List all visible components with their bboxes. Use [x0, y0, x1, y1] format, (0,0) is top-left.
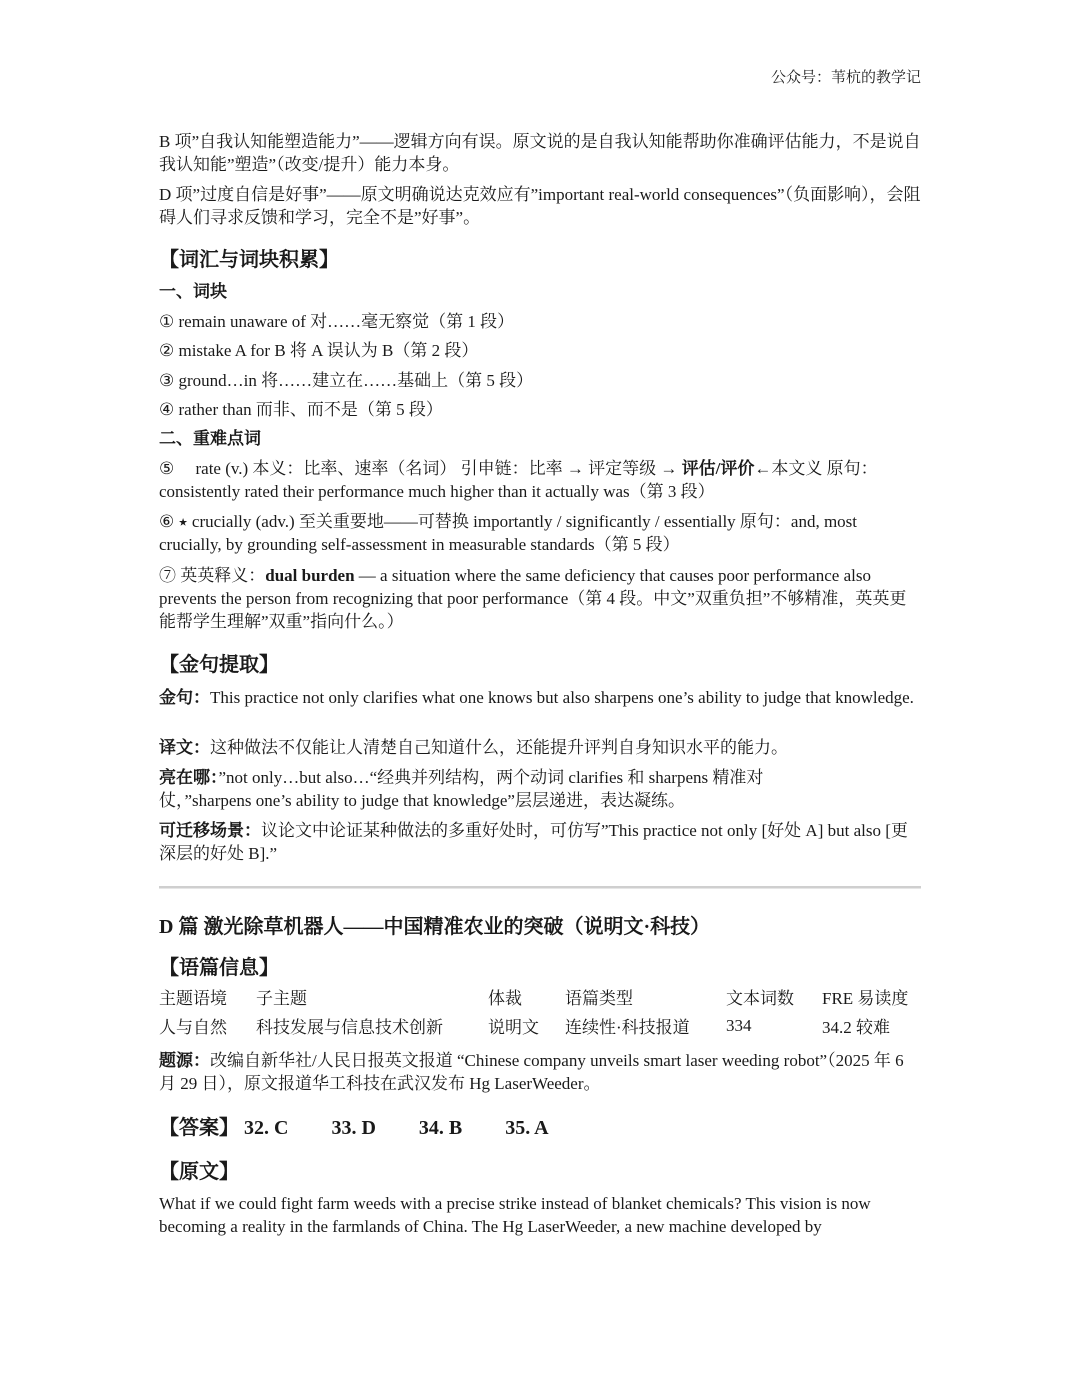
info-value-cell: 连续性·科技报道 [565, 1018, 690, 1037]
info-header-cell: 子主题 [256, 989, 307, 1008]
dual-burden-term: dual burden [265, 566, 355, 585]
section-divider [159, 886, 921, 889]
info-heading: 【语篇信息】 [159, 957, 279, 979]
option-b-text: B 项”自我认知能塑造能力”——逻辑方向有误。原文说的是自我认知能帮助你准确评估能力，不是说自我认知能”塑造”（改变/提升）能力本身。 [159, 132, 921, 174]
golden-transfer [159, 819, 921, 865]
source-note [159, 1049, 921, 1095]
info-table-grid [159, 982, 908, 1040]
crucially-text: ⑥ ⭑ crucially (adv.) 至关重要地——可替换 importantly / significantly / essentially 原句：and, most crucially, by grounding self-assessment in measurable standards（第 5 段） [159, 512, 858, 554]
highlight-text: ”not only…but also…“经典并列结构，两个动词 clarifies 和 sharpens 精准对仗，”sharpens one’s ability to judge that knowledge”层层递进，表达凝练。 [159, 768, 764, 810]
info-header-cell: 文本词数 [726, 989, 794, 1008]
section-d-title: D 篇 激光除草机器人——中国精准农业的突破（说明文·科技） [159, 916, 711, 938]
chunk-text: ② mistake A for B 将 A 误认为 B（第 2 段） [159, 341, 479, 360]
vocab-heading: 【词汇与词块积累】 [159, 249, 339, 271]
original-text-block [159, 1192, 921, 1238]
golden-sentence [159, 686, 921, 709]
golden-sentence-label: 金句： [159, 688, 210, 707]
translation-label: 译文： [159, 738, 210, 757]
source-text: 改编自新华社/人民日报英文报道 “Chinese company unveils smart laser weeding robot”（2025 年 6 月 29 日），原文报道华工科技在武汉发布 Hg LaserWeeder。 [159, 1051, 904, 1093]
rate-text-a: ⑤ rate (v.) 本义：比率、速率（名词） 引申链：比率 → 评定等级 → [159, 459, 682, 478]
dual-burden-text [159, 564, 921, 633]
info-value-cell: 科技发展与信息技术创新 [256, 1018, 443, 1037]
golden-heading: 【金句提取】 [159, 654, 279, 676]
golden-highlight [159, 766, 839, 812]
info-value-cell: 334 [726, 1015, 752, 1035]
chunk-item [159, 310, 921, 333]
word-item-crucially [159, 510, 921, 556]
source-label: 题源： [159, 1051, 210, 1070]
original-heading: 【原文】 [159, 1161, 239, 1183]
word-item-rate [159, 457, 921, 503]
answer-item: 34. B [418, 1117, 463, 1139]
dual-burden-def: — a situation where the same deficiency that causes poor performance also prevents the person from recognizing that poor performance（第 4 段。中文”双重负担”不够精准，英英更能帮学生理解”双重”指向什么。） [159, 566, 907, 631]
info-header-cell: 体裁 [488, 989, 522, 1008]
golden-translation [159, 736, 921, 759]
dual-burden-label: ⑦ 英英释义： [159, 566, 266, 585]
info-value-cell: 34.2 较难 [822, 1018, 890, 1037]
rate-bold-meaning: 评估/评价 [681, 459, 755, 478]
info-value-cell: 人与自然 [159, 1018, 227, 1037]
chunk-text: ③ ground…in 将……建立在……基础上（第 5 段） [159, 371, 534, 390]
info-table [159, 982, 921, 1040]
highlight-label: 亮在哪： [159, 768, 219, 787]
chunks-subheading: 一、词块 [159, 282, 227, 301]
option-d-text: D 项”过度自信是好事”——原文明确说达克效应有”important real-world consequences”（负面影响），会阻碍人们寻求反馈和学习，完全不是”好事”。 [159, 185, 921, 227]
chunk-text: ④ rather than 而非、而不是（第 5 段） [159, 400, 443, 419]
answer-line [159, 1115, 921, 1141]
option-d-analysis [159, 183, 921, 229]
answer-item: 33. D [331, 1117, 376, 1139]
word-item-rate-text [159, 457, 921, 503]
info-header-row [159, 982, 908, 1011]
answer-heading: 【答案】 [159, 1117, 239, 1139]
rate-text-b: ←本文义 原句：consistently rated their performance much higher than it actually was（第 3 段） [159, 459, 878, 501]
chunk-item [159, 369, 921, 392]
translation-text: 这种做法不仅能让人清楚自己知道什么，还能提升评判自身知识水平的能力。 [210, 738, 788, 757]
original-text: What if we could fight farm weeds with a precise strike instead of blanket chemicals? This vision is now becoming a reality in the farmlands of China. The Hg LaserWeeder, a new machine developed by [159, 1194, 871, 1236]
answer-item: 35. A [505, 1117, 549, 1139]
answer-item: 32. C [244, 1117, 289, 1139]
chunk-text: ① remain unaware of 对……毫无察觉（第 1 段） [159, 312, 515, 331]
transfer-text: 议论文中论证某种做法的多重好处时，可仿写”This practice not only [好处 A] but also [更深层的好处 B].” [159, 821, 908, 863]
account-note: 公众号：苇杭的教学记 [770, 70, 921, 86]
word-item-dual-burden [159, 564, 921, 633]
chunk-item [159, 339, 921, 362]
info-header-cell: 主题语境 [159, 989, 227, 1008]
golden-sentence-text: This practice not only clarifies what one knows but also sharpens one’s ability to judge that knowledge. [210, 688, 914, 707]
info-header-cell: 语篇类型 [565, 989, 633, 1008]
chunk-item [159, 398, 921, 421]
option-b-analysis [159, 130, 921, 176]
transfer-label: 可迁移场景： [159, 821, 261, 840]
info-header-cell: FRE 易读度 [822, 989, 909, 1008]
info-value-cell: 说明文 [488, 1018, 539, 1037]
info-value-row [159, 1011, 908, 1040]
key-words-subheading: 二、重难点词 [159, 429, 261, 448]
